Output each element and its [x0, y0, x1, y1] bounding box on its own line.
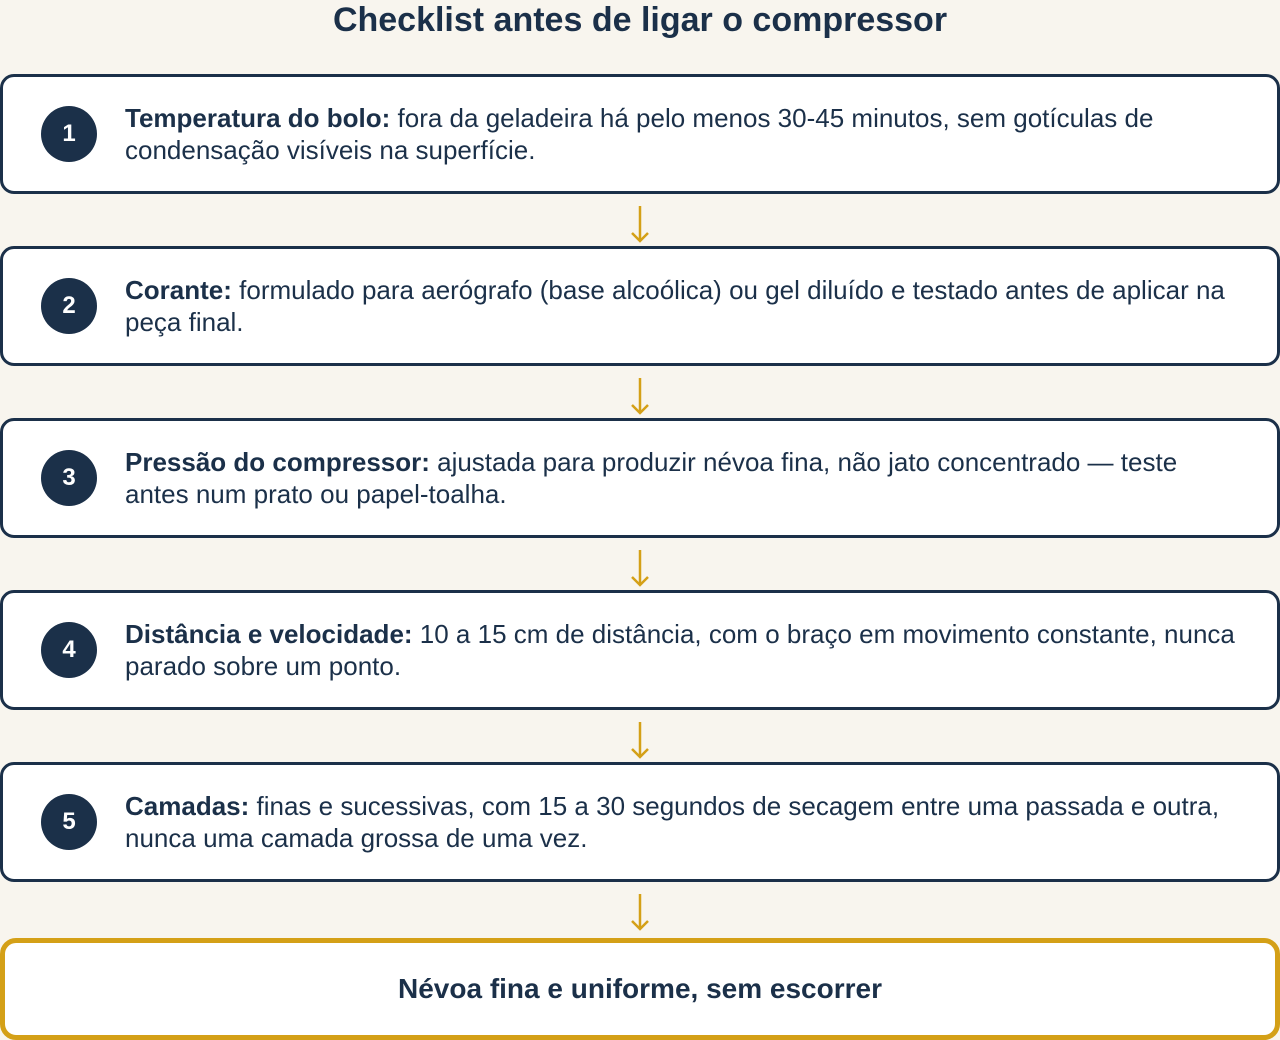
step-description [125, 446, 1243, 510]
step-number-badge: 2 [41, 278, 97, 334]
step-description [125, 102, 1243, 166]
checklist-step-5 [0, 762, 1280, 882]
page-title: Checklist antes de ligar o compressor [332, 1, 948, 39]
arrow-down-icon [628, 892, 652, 932]
checklist-step-4 [0, 590, 1280, 710]
step-detail: ajustada para produzir névoa fina, não jato concentrado — teste antes num prato ou papel-toalha. [125, 447, 1178, 509]
checklist-step-1 [0, 74, 1280, 194]
step-label: Pressão do compressor: [125, 447, 430, 477]
step-detail: 10 a 15 cm de distância, com o braço em movimento constante, nunca parado sobre um ponto. [125, 619, 1235, 681]
step-label: Corante: [125, 275, 232, 305]
step-description [125, 790, 1243, 854]
step-number-badge: 1 [41, 106, 97, 162]
step-number-badge: 4 [41, 622, 97, 678]
step-label: Temperatura do bolo: [125, 103, 391, 133]
step-description [125, 618, 1243, 682]
step-label: Distância e velocidade: [125, 619, 413, 649]
arrow-down-icon [628, 720, 652, 760]
step-detail: fora da geladeira há pelo menos 30-45 minutos, sem gotículas de condensação visíveis na superfície. [125, 103, 1154, 165]
result-box: Névoa fina e uniforme, sem escorrer [0, 938, 1280, 1040]
step-detail: formulado para aerógrafo (base alcoólica) ou gel diluído e testado antes de aplicar na peça final. [125, 275, 1225, 337]
arrow-down-icon [628, 204, 652, 244]
step-description [125, 274, 1243, 338]
arrow-down-icon [628, 548, 652, 588]
step-number-badge: 5 [41, 794, 97, 850]
step-detail: finas e sucessivas, com 15 a 30 segundos de secagem entre uma passada e outra, nunca uma camada grossa de uma vez. [125, 791, 1220, 853]
step-label: Camadas: [125, 791, 250, 821]
checklist-step-2 [0, 246, 1280, 366]
step-number-badge: 3 [41, 450, 97, 506]
arrow-down-icon [628, 376, 652, 416]
checklist-step-3 [0, 418, 1280, 538]
